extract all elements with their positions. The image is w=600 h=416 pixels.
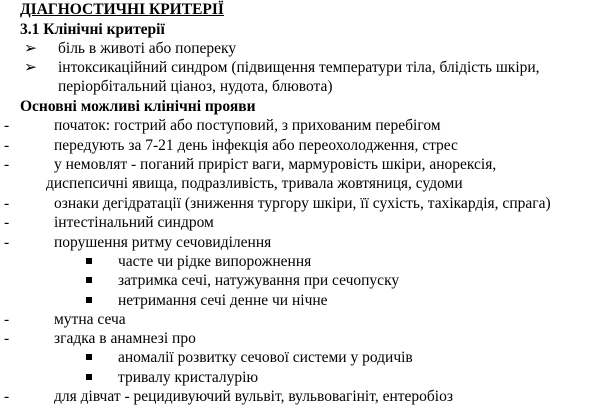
manifestation-item: для дівчат - рецидивуючий вульвіт, вульвовагініт, ентеробіоз — [54, 388, 453, 405]
dash-bullet: - — [4, 388, 10, 405]
arrow-bullet-icon: ➢ — [24, 40, 37, 57]
square-bullet-icon — [86, 297, 92, 303]
dash-bullet: - — [4, 117, 10, 134]
arrow-bullet-icon: ➢ — [24, 59, 37, 76]
manifestation-item: згадка в анамнезі про — [54, 330, 196, 347]
manifestation-subitem: затримка сечі, натужування при сечопуску — [118, 272, 400, 289]
criteria-item: інтоксикаційний синдром (підвищення температури тіла, блідість шкіри, — [58, 59, 540, 76]
dash-bullet: - — [4, 214, 10, 231]
manifestation-item: порушення ритму сечовиділення — [54, 234, 272, 251]
document-heading: ДІАГНОСТИЧНІ КРИТЕРІЇ — [20, 1, 224, 18]
manifestation-item-continuation: диспепсичні явища, подразливість, тривала жовтяниця, судоми — [46, 175, 463, 192]
square-bullet-icon — [86, 374, 92, 380]
manifestation-item: у немовлят - поганий приріст ваги, мармуровість шкіри, анорексія, — [54, 156, 497, 173]
manifestation-item: мутна сеча — [54, 311, 126, 328]
square-bullet-icon — [86, 354, 92, 360]
manifestation-subitem: нетримання сечі денне чи нічне — [118, 292, 328, 309]
dash-bullet: - — [4, 234, 10, 251]
criteria-item-continuation: періорбітальний ціаноз, нудота, блювота) — [58, 78, 333, 95]
square-bullet-icon — [86, 258, 92, 264]
dash-bullet: - — [4, 195, 10, 212]
dash-bullet: - — [4, 137, 10, 154]
manifestation-item: початок: гострий або поступовий, з прихованим перебігом — [54, 117, 441, 134]
subheading: Основні можливі клінічні прояви — [20, 98, 256, 115]
manifestation-item: передують за 7-21 день інфекція або переохолодження, стрес — [54, 137, 458, 154]
dash-bullet: - — [4, 330, 10, 347]
manifestation-item: інтестінальний синдром — [54, 214, 214, 231]
manifestation-subitem: аномалії розвитку сечової системи у родичів — [118, 349, 413, 366]
criteria-item: біль в животі або попереку — [58, 40, 237, 57]
square-bullet-icon — [86, 277, 92, 283]
manifestation-subitem: тривалу кристалурію — [118, 369, 259, 386]
manifestation-subitem: часте чи рідке випорожнення — [118, 253, 312, 270]
manifestation-item: ознаки дегідратації (зниження тургору шкіри, її сухість, тахікардія, спрага) — [54, 195, 551, 212]
dash-bullet: - — [4, 311, 10, 328]
dash-bullet: - — [4, 156, 10, 173]
section-title: 3.1 Клінічні критерії — [20, 21, 165, 38]
